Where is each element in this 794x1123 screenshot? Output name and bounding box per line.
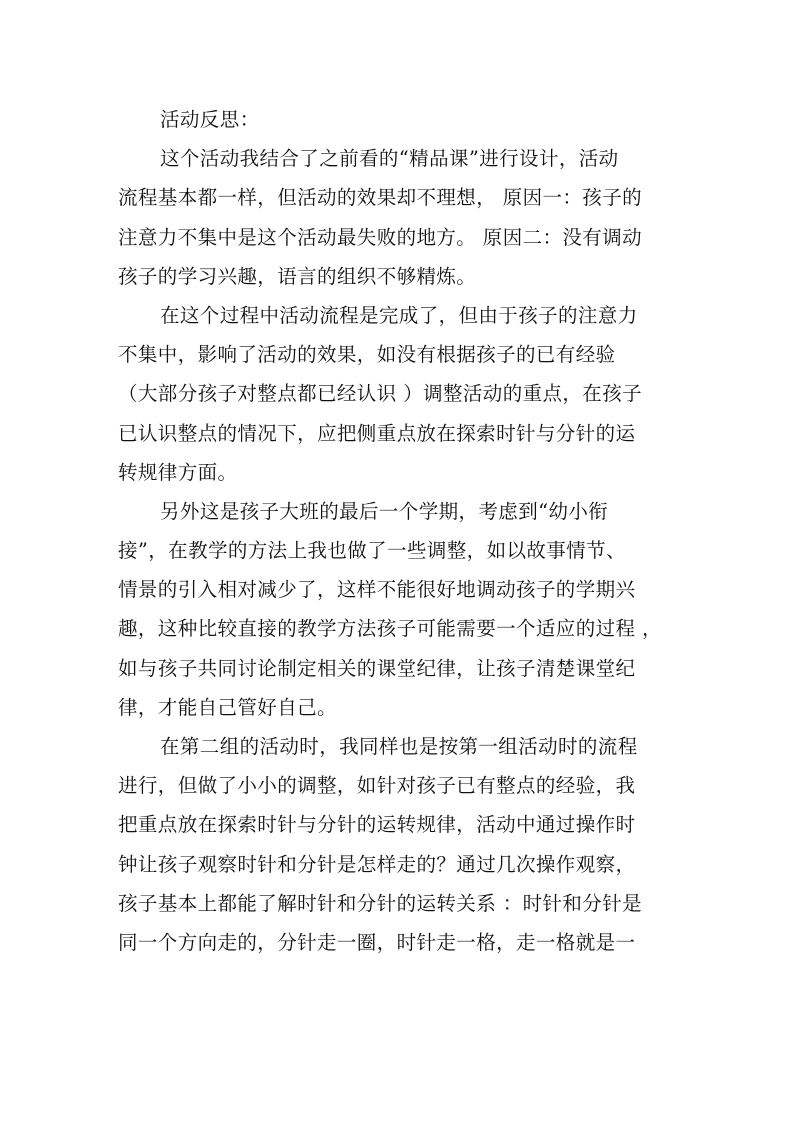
document-body	[118, 100, 678, 962]
text-line: 在这个过程中活动流程是完成了，但由于孩子的注意力	[160, 303, 638, 327]
text-line: 孩子的学习兴趣，语言的组织不够精炼。	[118, 264, 477, 288]
text-line: 流程基本都一样，但活动的效果却不理想， 原因一：孩子的	[118, 186, 642, 210]
text-line: 这个活动我结合了之前看的“精品课”进行设计，活动	[160, 147, 619, 171]
text-line: 钟让孩子观察时针和分针是怎样走的？通过几次操作观察，	[118, 852, 636, 876]
text-line: 注意力不集中是这个活动最失败的地方。 原因二：没有调动	[118, 225, 642, 249]
text-line: 转规律方面。	[118, 460, 238, 484]
section-heading: 活动反思：	[160, 108, 260, 131]
text-line: 情景的引入相对减少了，这样不能很好地调动孩子的学期兴	[118, 578, 636, 602]
text-line: 孩子基本上都能了解时针和分针的运转关系 ：时针和分针是	[118, 891, 642, 915]
text-line: 把重点放在探索时针与分针的运转规律，活动中通过操作时	[118, 813, 636, 837]
text-line: 趣，这种比较直接的教学方法孩子可能需要一个适应的过程 ，	[118, 617, 662, 641]
text-line: 如与孩子共同讨论制定相关的课堂纪律，让孩子清楚课堂纪	[118, 656, 636, 680]
text-line: 接”，在教学的方法上我也做了一些调整，如以故事情节、	[118, 539, 626, 563]
text-line: （大部分孩子对整点都已经认识 ）调整活动的重点，在孩子	[118, 382, 642, 406]
text-line: 律，才能自己管好自己。	[118, 695, 337, 719]
text-line: 另外这是孩子大班的最后一个学期，考虑到“幼小衔	[160, 499, 609, 523]
text-line: 不集中，影响了活动的效果，如没有根据孩子的已有经验	[118, 343, 616, 367]
text-line: 进行，但做了小小的调整，如针对孩子已有整点的经验，我	[118, 774, 636, 798]
text-line: 已认识整点的情况下，应把侧重点放在探索时针与分针的运	[118, 421, 636, 445]
text-line: 同一个方向走的，分针走一圈，时针走一格，走一格就是一	[118, 930, 636, 954]
text-line: 在第二组的活动时，我同样也是按第一组活动时的流程	[160, 735, 638, 758]
